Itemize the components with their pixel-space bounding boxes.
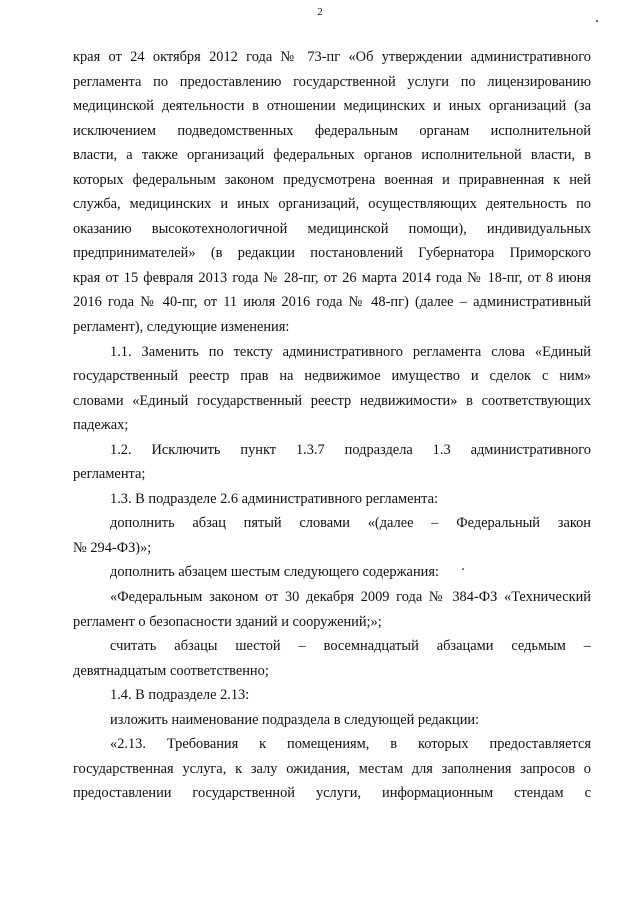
text-line: медицинской деятельности в отношении медицинских и иных организаций (за [73,98,591,115]
text-line: 2016 года № 40-пг, от 11 июля 2016 года № 48-пг) (далее – административный [73,294,591,311]
text-line: падежах; [73,417,129,434]
text-line: регламента; [73,466,146,483]
text-line: 1.3. В подразделе 2.6 административного регламента: [110,490,439,507]
text-line: края от 15 февраля 2013 года № 28-пг, от 26 марта 2014 года № 18-пг, от 8 июня [73,269,591,286]
text-line: дополнить абзацем шестым следующего содержания: [110,564,439,581]
text-line: регламент), следующие изменения: [73,319,290,336]
text-line: предоставлении государственной услуги, информационным стендам с [73,785,591,802]
text-line: изложить наименование подраздела в следующей редакции: [110,711,480,728]
text-line: регламента по предоставлению государственной услуги по лицензированию [73,73,591,90]
text-line: дополнить абзац пятый словами «(далее – Федеральный закон [110,515,591,532]
text-line: служба, медицинских и иных организаций, осуществляющих деятельность по [73,196,591,213]
text-line: девятнадцатым соответственно; [73,662,269,679]
text-line: государственный реестр прав на недвижимое имущество и сделок с ним» [73,368,591,385]
scan-speck [596,20,598,22]
text-line: края от 24 октября 2012 года № 73-пг «Об утверждении административного [73,49,591,65]
text-line: «Федеральным законом от 30 декабря 2009 года № 384-ФЗ «Технический [110,589,591,606]
text-line: регламент о безопасности зданий и сооружений;»; [73,613,382,630]
text-line: предпринимателей» (в редакции постановлений Губернатора Приморского [73,245,591,262]
text-line: которых федеральным законом предусмотрена военная и приравненная к ней [73,171,591,188]
text-line: словами «Единый государственный реестр недвижимости» в соответствующих [73,392,591,409]
text-line: государственная услуга, к залу ожидания, местам для заполнения запросов о [73,760,591,777]
text-line: оказанию высокотехнологичной медицинской помощи), индивидуальных [73,220,591,237]
text-line: власти, а также организаций федеральных органов исполнительной власти, в [73,147,591,164]
document-body [73,45,591,806]
text-line: 1.2. Исключить пункт 1.3.7 подраздела 1.3 административного [110,441,591,458]
text-line: 1.1. Заменить по тексту административного регламента слова «Единый [110,343,591,360]
text-line: № 294-ФЗ)»; [73,539,152,556]
text-line: 1.4. В подразделе 2.13: [110,687,250,704]
text-line: исключением подведомственных федеральным органам исполнительной [73,122,591,139]
text-line: считать абзацы шестой – восемнадцатый абзацами седьмым – [110,638,591,655]
page-number: 2 [317,6,323,18]
text-line: «2.13. Требования к помещениям, в которых предоставляется [110,736,591,753]
